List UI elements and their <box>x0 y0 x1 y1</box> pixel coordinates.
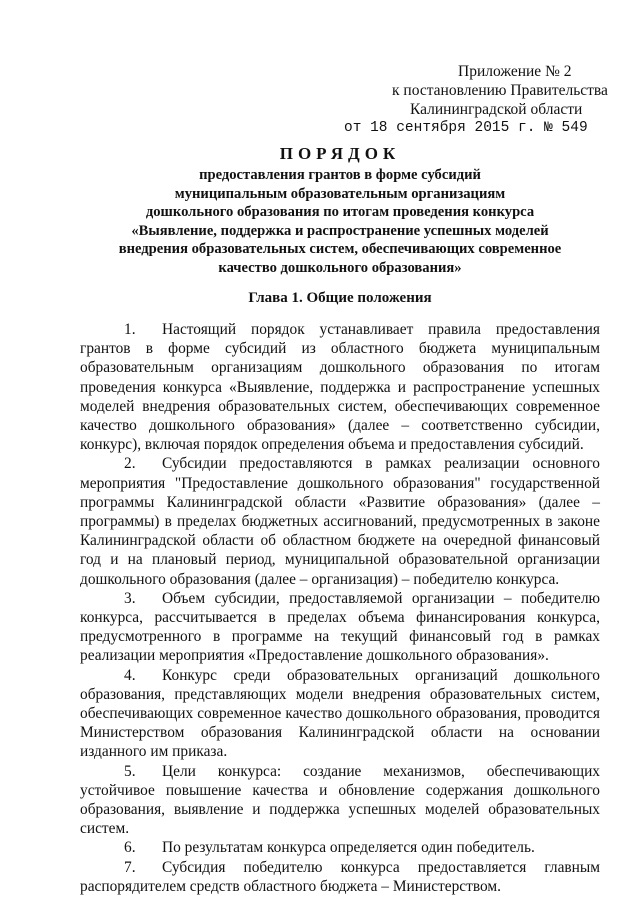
appendix-reference: к постановлению Правительства <box>392 82 608 99</box>
subtitle-line: муниципальным образовательным организациям <box>174 185 506 202</box>
paragraph-5 <box>80 762 600 839</box>
document-body <box>80 320 600 896</box>
paragraph-text: Цели конкурса: создание механизмов, обеспечивающих устойчивое повышение качества и обновление содержания дошкольного образования, выявление и поддержка успешных моделей образовательных систем. <box>80 762 600 838</box>
paragraph-6 <box>80 838 600 857</box>
paragraph-text: Конкурс среди образовательных организаций дошкольного образования, представляющих модели внедрения образовательных систем, обеспечивающих современное качество дошкольного образования, проводится Министерством образования Калининградской области на основании изданного им приказа. <box>80 666 600 761</box>
paragraph-text: Настоящий порядок устанавливает правила предоставления грантов в форме субсидий из областного бюджета муниципальным образовательным организациям дошкольного образования по итогам проведения конкурса «Выявление, поддержка и распространение успешных моделей внедрения образовательных систем, обеспечивающих современное качество дошкольного образования» (далее – соответственно субсидии, конкурс), включая порядок определения объема и предоставления субсидий. <box>80 321 600 454</box>
paragraph-4 <box>80 666 600 762</box>
paragraph-1 <box>80 320 600 454</box>
appendix-number: Приложение № 2 <box>458 63 572 80</box>
subtitle-line: предоставления грантов в форме субсидий <box>199 167 481 183</box>
subtitle-line: «Выявление, поддержка и распространение успешных моделей <box>131 222 549 239</box>
paragraph-text: Объем субсидии, предоставляемой организации – победителю конкурса, рассчитывается в пределах объема финансирования конкурса, предусмотренного в программе на текущий финансовый год в рамках реализации мероприятия «Предоставление дошкольного образования». <box>80 589 600 665</box>
paragraph-text: По результатам конкурса определяется один победитель. <box>162 839 535 857</box>
paragraph-number: 2. <box>124 455 136 473</box>
subtitle-line: дошкольного образования по итогам проведения конкурса <box>145 204 535 221</box>
paragraph-text: Субсидии предоставляются в рамках реализации основного мероприятия "Предоставление дошкольного образования" государственной программы Калининградской области «Развитие образования» (далее – программы) в пределах бюджетных ассигнований, предусмотренных в законе Калининградской области об областном бюджете на очередной финансовый год и на плановый период, муниципальной образовательной организации дошкольного образования (далее – организация) – победителю конкурса. <box>80 455 600 588</box>
paragraph-number: 1. <box>124 321 136 338</box>
paragraph-number: 4. <box>124 666 136 684</box>
paragraph-number: 5. <box>124 762 136 780</box>
paragraph-text: Субсидия победителю конкурса предоставляется главным распорядителем средств областного бюджета – Министерством. <box>80 858 600 895</box>
appendix-block <box>340 62 608 138</box>
paragraph-number: 3. <box>124 589 136 607</box>
document-title: ПОРЯДОК <box>279 144 401 163</box>
subtitle-line: внедрения образовательных систем, обеспечивающих современное <box>118 241 562 258</box>
appendix-date-number: от 18 сентября 2015 г. № 549 <box>344 120 588 136</box>
paragraph-7 <box>80 858 600 896</box>
subtitle-line: качество дошкольного образования» <box>218 259 462 276</box>
paragraph-number: 7. <box>124 858 136 876</box>
appendix-region: Калининградской области <box>410 101 583 118</box>
paragraph-3 <box>80 589 600 666</box>
document-subtitle <box>90 166 590 278</box>
chapter-heading: Глава 1. Общие положения <box>248 290 432 306</box>
paragraph-2 <box>80 454 600 588</box>
paragraph-number: 6. <box>124 839 136 857</box>
